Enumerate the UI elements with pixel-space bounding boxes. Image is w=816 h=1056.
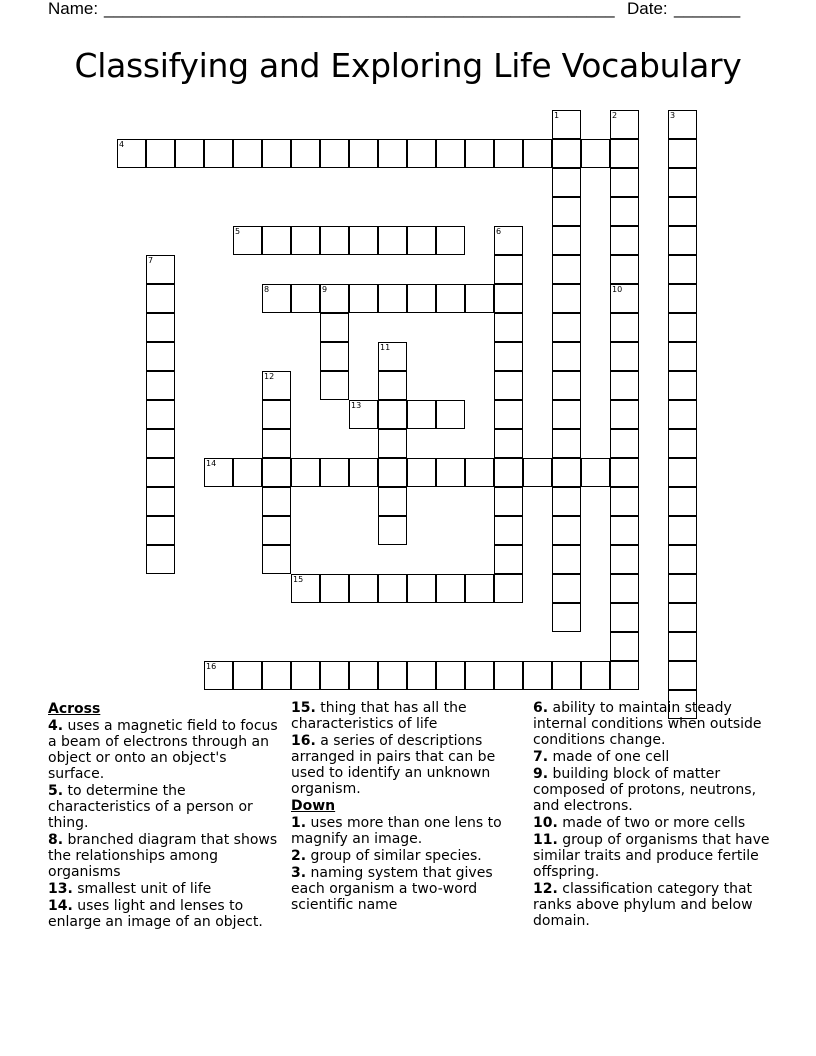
grid-cell[interactable] [668, 197, 697, 226]
clue [291, 700, 529, 732]
grid-cell[interactable] [668, 168, 697, 197]
grid-cell[interactable] [494, 139, 523, 168]
grid-cell[interactable] [523, 139, 552, 168]
clue-text: made of two or more cells [562, 815, 746, 831]
clue-number: 9 [322, 285, 328, 294]
clue [291, 848, 529, 864]
grid-cell[interactable] [494, 313, 523, 342]
grid-cell[interactable] [262, 284, 291, 313]
clue-number-label: 1. [291, 815, 307, 831]
grid-cell[interactable] [320, 458, 349, 487]
clue [48, 718, 286, 782]
grid-cell[interactable] [407, 284, 436, 313]
grid-cell[interactable] [668, 139, 697, 168]
grid-cell[interactable] [494, 429, 523, 458]
grid-cell[interactable] [610, 574, 639, 603]
clue-text: building block of matter composed of protons, neutrons, and electrons. [533, 766, 757, 814]
grid-cell[interactable] [610, 255, 639, 284]
grid-cell[interactable] [146, 487, 175, 516]
grid-cell[interactable] [320, 139, 349, 168]
grid-cell[interactable] [552, 197, 581, 226]
grid-cell[interactable] [494, 255, 523, 284]
clue [48, 898, 286, 930]
grid-cell[interactable] [349, 574, 378, 603]
grid-cell[interactable] [146, 400, 175, 429]
clue [48, 832, 286, 880]
grid-cell[interactable] [320, 342, 349, 371]
clue-text: group of similar species. [310, 848, 482, 864]
grid-cell[interactable] [610, 545, 639, 574]
clue-number: 7 [148, 256, 154, 265]
grid-cell[interactable] [610, 284, 639, 313]
grid-cell[interactable] [233, 661, 262, 690]
grid-cell[interactable] [233, 458, 262, 487]
grid-cell[interactable] [552, 400, 581, 429]
grid-cell[interactable] [552, 110, 581, 139]
grid-cell[interactable] [291, 661, 320, 690]
clue-column-1 [48, 700, 286, 931]
clue-column-3 [533, 700, 773, 930]
grid-cell[interactable] [610, 313, 639, 342]
grid-cell[interactable] [610, 226, 639, 255]
grid-cell[interactable] [668, 313, 697, 342]
grid-cell[interactable] [610, 661, 639, 690]
grid-cell[interactable] [407, 139, 436, 168]
grid-cell[interactable] [668, 603, 697, 632]
clue-text: made of one cell [552, 749, 670, 765]
grid-cell[interactable] [552, 516, 581, 545]
grid-cell[interactable] [465, 284, 494, 313]
grid-cell[interactable] [668, 342, 697, 371]
grid-cell[interactable] [552, 429, 581, 458]
grid-cell[interactable] [291, 458, 320, 487]
grid-cell[interactable] [465, 574, 494, 603]
grid-cell[interactable] [552, 487, 581, 516]
grid-cell[interactable] [668, 284, 697, 313]
grid-cell[interactable] [146, 429, 175, 458]
grid-cell[interactable] [436, 400, 465, 429]
clue-number: 13 [351, 401, 362, 410]
grid-cell[interactable] [407, 400, 436, 429]
clue [48, 881, 286, 897]
clue-number-label: 9. [533, 766, 549, 782]
grid-cell[interactable] [436, 574, 465, 603]
grid-cell[interactable] [581, 661, 610, 690]
grid-cell[interactable] [320, 574, 349, 603]
grid-cell[interactable] [349, 226, 378, 255]
clue-text: uses light and lenses to enlarge an image of an object. [48, 898, 263, 930]
grid-cell[interactable] [146, 342, 175, 371]
clue-number-label: 3. [291, 865, 307, 881]
grid-cell[interactable] [494, 284, 523, 313]
grid-cell[interactable] [610, 197, 639, 226]
clue-text: smallest unit of life [77, 881, 212, 897]
grid-cell[interactable] [494, 226, 523, 255]
clue-number: 5 [235, 227, 241, 236]
grid-cell[interactable] [291, 574, 320, 603]
grid-cell[interactable] [349, 661, 378, 690]
grid-cell[interactable] [233, 226, 262, 255]
clue-number: 8 [264, 285, 270, 294]
grid-cell[interactable] [465, 661, 494, 690]
grid-cell[interactable] [146, 516, 175, 545]
name-label: Name: [48, 0, 99, 18]
grid-cell[interactable] [349, 139, 378, 168]
clue-text: ability to maintain steady internal conditions when outside conditions change. [533, 700, 762, 748]
grid-cell[interactable] [349, 400, 378, 429]
grid-cell[interactable] [378, 284, 407, 313]
grid-cell[interactable] [668, 458, 697, 487]
grid-cell[interactable] [378, 661, 407, 690]
clue-number-label: 15. [291, 700, 316, 716]
clue [291, 733, 529, 797]
grid-cell[interactable] [552, 342, 581, 371]
clue-number: 14 [206, 459, 217, 468]
grid-cell[interactable] [262, 661, 291, 690]
clue-number: 1 [554, 111, 560, 120]
grid-cell[interactable] [407, 226, 436, 255]
grid-cell[interactable] [291, 226, 320, 255]
grid-cell[interactable] [494, 371, 523, 400]
grid-cell[interactable] [610, 371, 639, 400]
grid-cell[interactable] [610, 342, 639, 371]
grid-cell[interactable] [436, 458, 465, 487]
date-field[interactable]: _______ [674, 0, 741, 18]
clue [533, 766, 773, 814]
grid-cell[interactable] [204, 458, 233, 487]
clue [48, 783, 286, 831]
grid-cell[interactable] [262, 429, 291, 458]
clue-number-label: 16. [291, 733, 316, 749]
clue-text: group of organisms that have similar traits and produce fertile offspring. [533, 832, 770, 880]
grid-cell[interactable] [668, 371, 697, 400]
clue-text: thing that has all the characteristics of life [291, 700, 467, 732]
grid-cell[interactable] [523, 458, 552, 487]
grid-cell[interactable] [668, 429, 697, 458]
clue-text: branched diagram that shows the relationships among organisms [48, 832, 278, 880]
grid-cell[interactable] [552, 661, 581, 690]
clue-number: 2 [612, 111, 618, 120]
clue-text: a series of descriptions arranged in pairs that can be used to identify an unknown organism. [291, 733, 496, 797]
clue [533, 815, 773, 831]
grid-cell[interactable] [204, 139, 233, 168]
clue-number-label: 6. [533, 700, 549, 716]
grid-cell[interactable] [436, 226, 465, 255]
grid-cell[interactable] [465, 139, 494, 168]
clue-number: 10 [612, 285, 623, 294]
grid-cell[interactable] [494, 342, 523, 371]
grid-cell[interactable] [378, 226, 407, 255]
grid-cell[interactable] [146, 255, 175, 284]
clue-text: to determine the characteristics of a person or thing. [48, 783, 253, 831]
grid-cell[interactable] [204, 661, 233, 690]
grid-cell[interactable] [378, 487, 407, 516]
grid-cell[interactable] [523, 661, 552, 690]
grid-cell[interactable] [407, 458, 436, 487]
grid-cell[interactable] [262, 545, 291, 574]
clue [533, 832, 773, 880]
grid-cell[interactable] [494, 661, 523, 690]
grid-cell[interactable] [262, 516, 291, 545]
grid-cell[interactable] [233, 139, 262, 168]
grid-cell[interactable] [320, 371, 349, 400]
clue-number-label: 12. [533, 881, 558, 897]
grid-cell[interactable] [494, 487, 523, 516]
clue-number-label: 11. [533, 832, 558, 848]
grid-cell[interactable] [349, 284, 378, 313]
grid-cell[interactable] [436, 661, 465, 690]
clue-number: 6 [496, 227, 502, 236]
grid-cell[interactable] [610, 429, 639, 458]
grid-cell[interactable] [320, 661, 349, 690]
grid-cell[interactable] [668, 400, 697, 429]
grid-cell[interactable] [610, 110, 639, 139]
clue-number: 11 [380, 343, 391, 352]
grid-cell[interactable] [146, 458, 175, 487]
clue [291, 815, 529, 847]
grid-cell[interactable] [610, 603, 639, 632]
grid-cell[interactable] [668, 545, 697, 574]
grid-cell[interactable] [378, 139, 407, 168]
clue-number: 3 [670, 111, 676, 120]
grid-cell[interactable] [610, 168, 639, 197]
grid-cell[interactable] [407, 574, 436, 603]
grid-cell[interactable] [552, 284, 581, 313]
grid-cell[interactable] [262, 458, 291, 487]
grid-cell[interactable] [291, 139, 320, 168]
clue-heading: Down [291, 798, 336, 814]
grid-cell[interactable] [610, 516, 639, 545]
clue-text: naming system that gives each organism a two-word scientific name [291, 865, 493, 913]
grid-cell[interactable] [378, 574, 407, 603]
grid-cell[interactable] [552, 255, 581, 284]
grid-cell[interactable] [552, 371, 581, 400]
grid-cell[interactable] [552, 313, 581, 342]
grid-cell[interactable] [668, 574, 697, 603]
grid-cell[interactable] [668, 516, 697, 545]
grid-cell[interactable] [378, 458, 407, 487]
grid-cell[interactable] [436, 284, 465, 313]
grid-cell[interactable] [378, 400, 407, 429]
grid-cell[interactable] [262, 139, 291, 168]
grid-cell[interactable] [494, 458, 523, 487]
clue-number: 16 [206, 662, 217, 671]
grid-cell[interactable] [146, 139, 175, 168]
grid-cell[interactable] [581, 458, 610, 487]
grid-cell[interactable] [668, 226, 697, 255]
grid-cell[interactable] [494, 574, 523, 603]
grid-cell[interactable] [146, 371, 175, 400]
grid-cell[interactable] [552, 574, 581, 603]
grid-cell[interactable] [407, 661, 436, 690]
grid-cell[interactable] [668, 487, 697, 516]
clue-number-label: 14. [48, 898, 73, 914]
clue [533, 881, 773, 929]
clue-text: classification category that ranks above phylum and below domain. [533, 881, 753, 929]
page-title: Classifying and Exploring Life Vocabulary [74, 46, 742, 85]
grid-cell[interactable] [378, 371, 407, 400]
clue [533, 749, 773, 765]
grid-cell[interactable] [465, 458, 494, 487]
clue-number-label: 10. [533, 815, 558, 831]
clue-number-label: 2. [291, 848, 307, 864]
grid-cell[interactable] [320, 284, 349, 313]
grid-cell[interactable] [291, 284, 320, 313]
grid-cell[interactable] [378, 516, 407, 545]
grid-cell[interactable] [378, 342, 407, 371]
grid-cell[interactable] [320, 313, 349, 342]
grid-cell[interactable] [552, 545, 581, 574]
grid-cell[interactable] [146, 284, 175, 313]
grid-cell[interactable] [494, 400, 523, 429]
clue-text: uses more than one lens to magnify an image. [291, 815, 502, 847]
date-label: Date: [627, 0, 668, 18]
clue-number: 15 [293, 575, 304, 584]
grid-cell[interactable] [262, 226, 291, 255]
grid-cell[interactable] [668, 632, 697, 661]
grid-cell[interactable] [146, 313, 175, 342]
grid-cell[interactable] [146, 545, 175, 574]
grid-cell[interactable] [262, 371, 291, 400]
grid-cell[interactable] [610, 458, 639, 487]
grid-cell[interactable] [610, 487, 639, 516]
clue-number-label: 8. [48, 832, 64, 848]
grid-cell[interactable] [552, 168, 581, 197]
clue-text: uses a magnetic field to focus a beam of electrons through an object or onto an object's surface. [48, 718, 278, 782]
grid-cell[interactable] [349, 458, 378, 487]
grid-cell[interactable] [668, 110, 697, 139]
clue-number-label: 7. [533, 749, 549, 765]
clue-number-label: 4. [48, 718, 64, 734]
grid-cell[interactable] [320, 226, 349, 255]
clue [533, 700, 773, 748]
clue-number: 4 [119, 140, 125, 149]
grid-cell[interactable] [552, 226, 581, 255]
clue-number-label: 13. [48, 881, 73, 897]
grid-cell[interactable] [668, 661, 697, 690]
grid-cell[interactable] [117, 139, 146, 168]
clue-number-label: 5. [48, 783, 64, 799]
grid-cell[interactable] [668, 255, 697, 284]
grid-cell[interactable] [552, 603, 581, 632]
grid-cell[interactable] [552, 458, 581, 487]
grid-cell[interactable] [175, 139, 204, 168]
grid-cell[interactable] [494, 516, 523, 545]
grid-cell[interactable] [581, 139, 610, 168]
grid-cell[interactable] [262, 400, 291, 429]
clue-heading: Across [48, 701, 101, 717]
clue-number: 12 [264, 372, 275, 381]
grid-cell[interactable] [378, 429, 407, 458]
grid-cell[interactable] [610, 400, 639, 429]
clue-column-2 [291, 700, 529, 914]
grid-cell[interactable] [610, 139, 639, 168]
clue [291, 865, 529, 913]
grid-cell[interactable] [494, 545, 523, 574]
name-field[interactable]: ______________________________________________________ [104, 0, 615, 18]
grid-cell[interactable] [552, 139, 581, 168]
grid-cell[interactable] [262, 487, 291, 516]
grid-cell[interactable] [610, 632, 639, 661]
grid-cell[interactable] [436, 139, 465, 168]
